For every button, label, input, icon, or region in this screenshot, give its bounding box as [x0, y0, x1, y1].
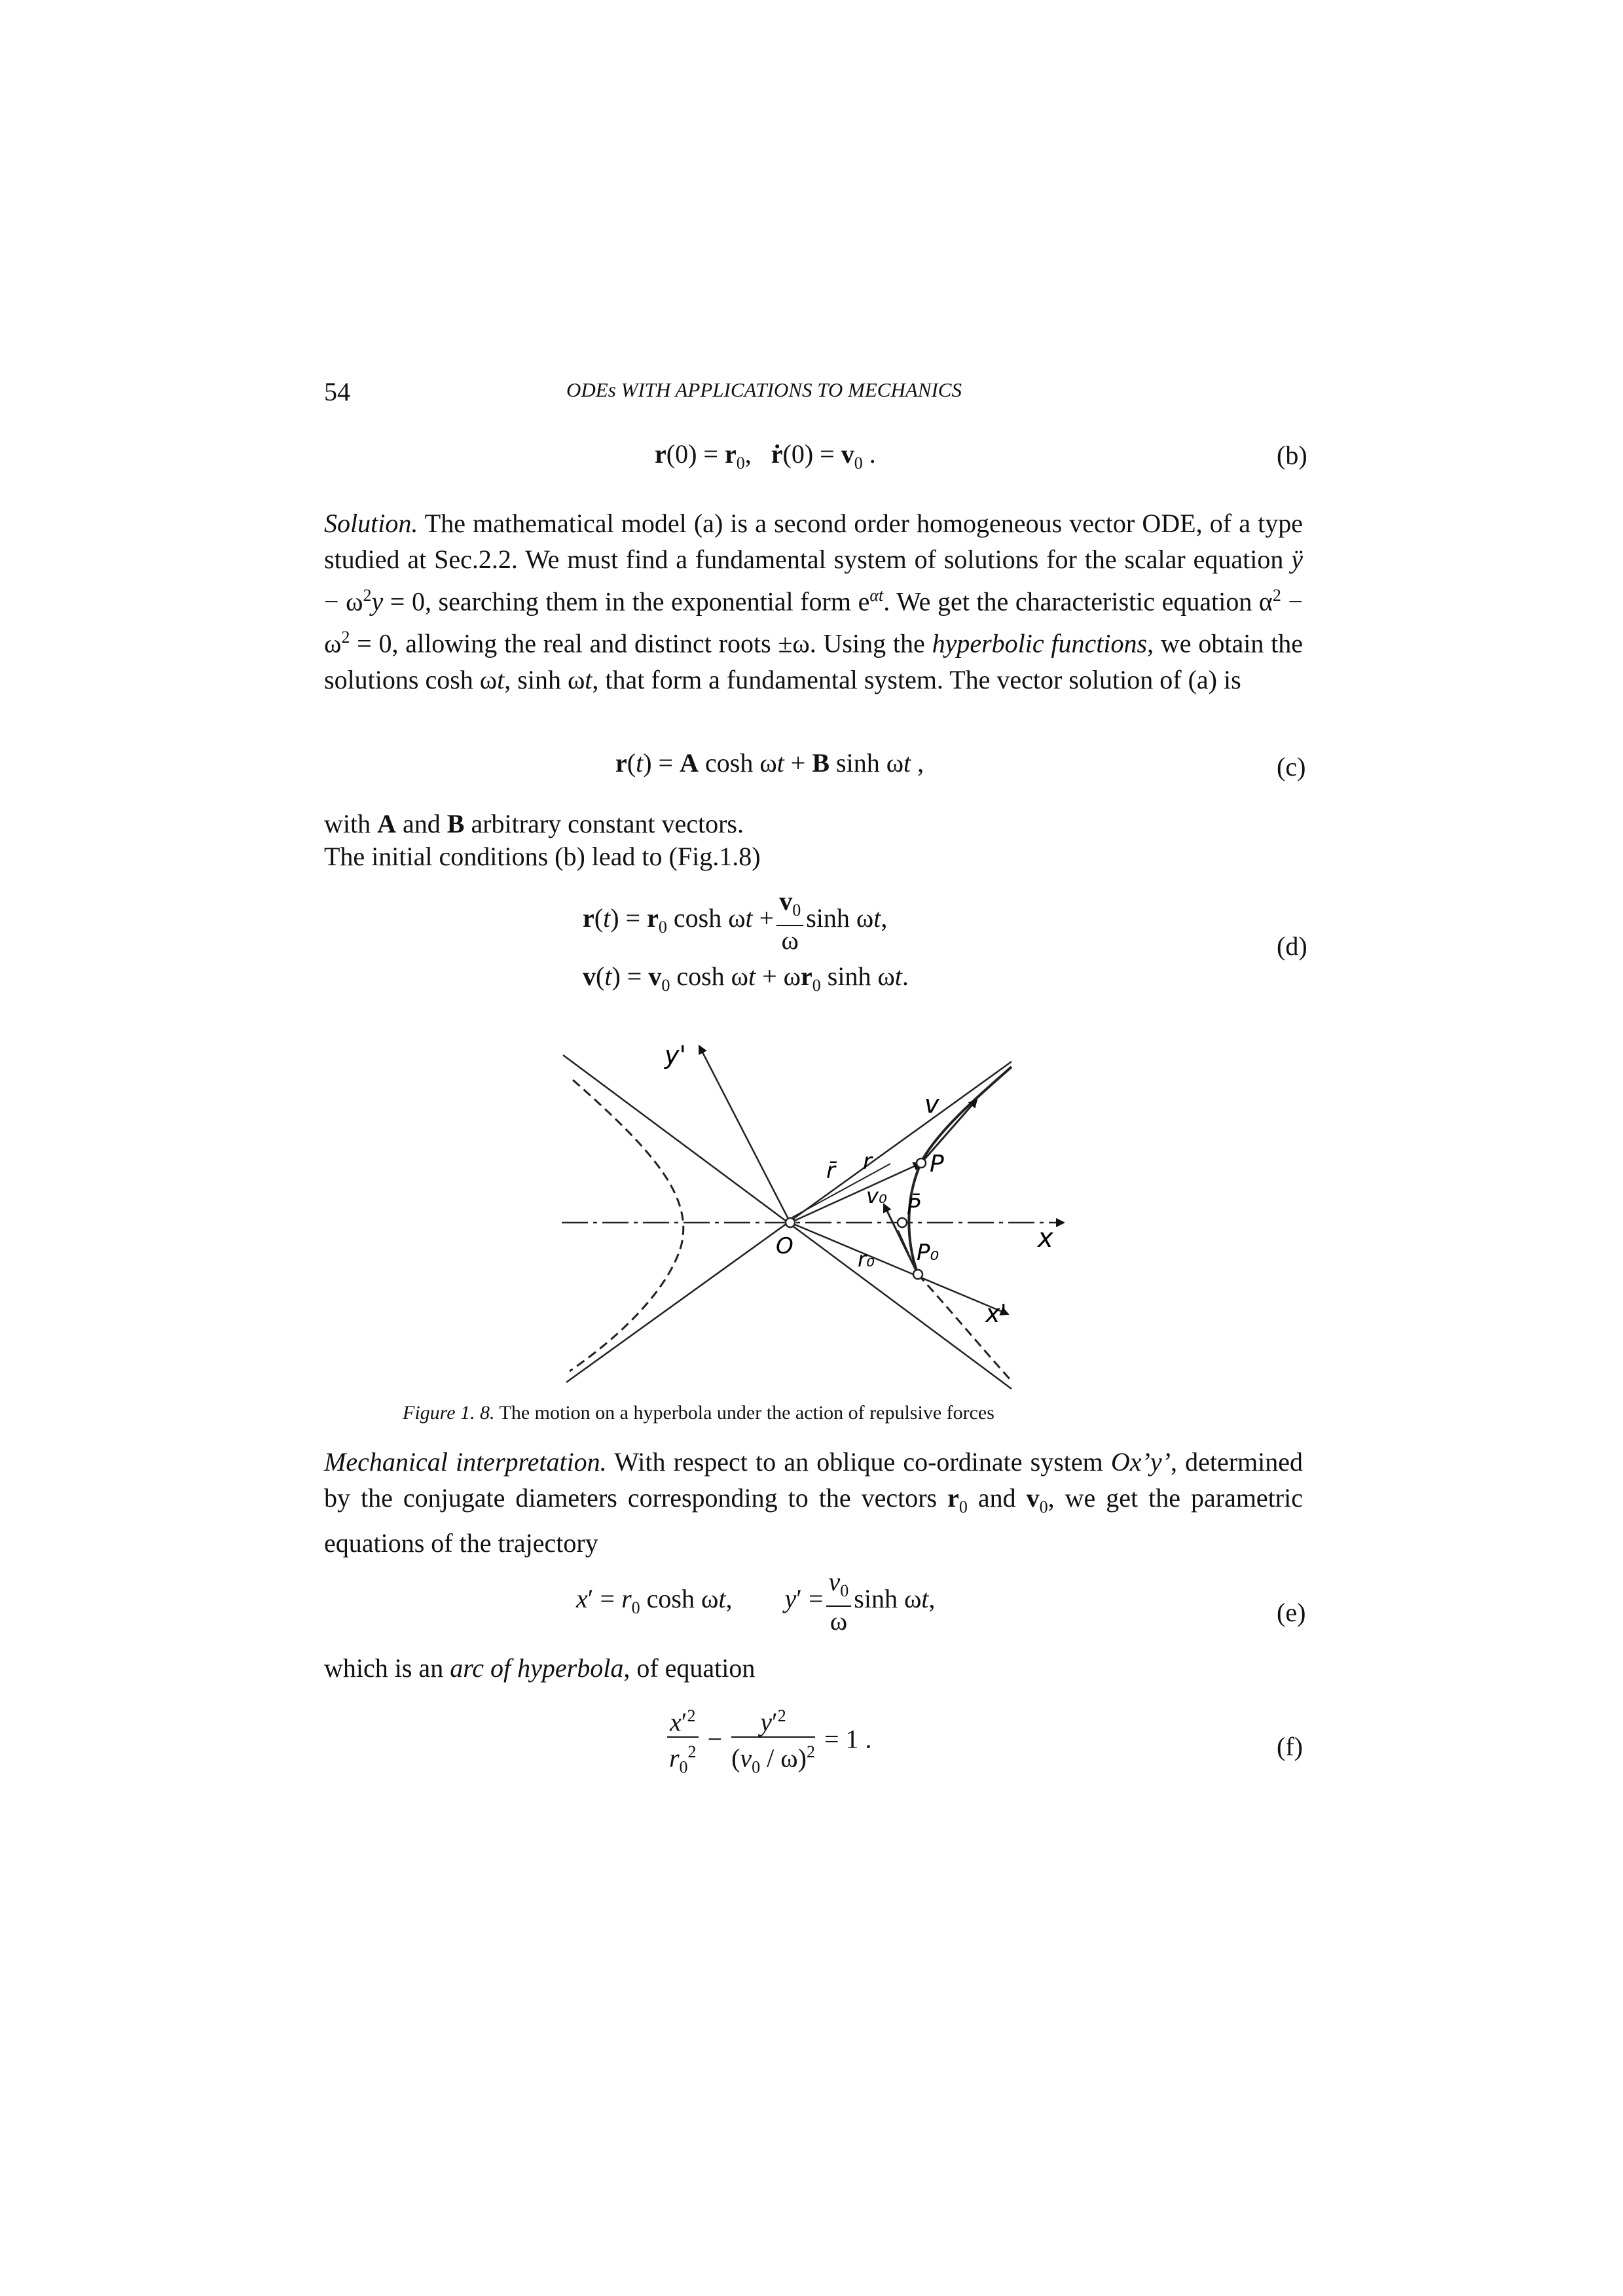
equation-label-b: (b): [1277, 440, 1307, 470]
point-origin: [786, 1218, 795, 1227]
point-p0: [913, 1270, 922, 1279]
solution-lead: Solution.: [324, 509, 418, 538]
equation-c: r(t) = A cosh ωt + B sinh ωt ,: [615, 748, 924, 778]
running-title: ODEs WITH APPLICATIONS TO MECHANICS: [566, 378, 962, 401]
equation-e: $x' = r_0$ cosh ωt, y′ = $\frac{v_0}{\omega}$ sinh ωt,: [576, 1567, 936, 1636]
hyperbola-left-branch: [570, 1080, 684, 1371]
point-p-bar: [898, 1218, 907, 1227]
label-x: x: [1038, 1223, 1053, 1253]
label-v: v: [924, 1090, 939, 1119]
after-e-line: which is an arc of hyperbola, of equation: [324, 1653, 756, 1683]
y-prime-axis: [699, 1046, 790, 1223]
equation-label-c: (c): [1277, 752, 1306, 781]
label-p-bar: P̄: [907, 1194, 921, 1220]
point-p: [917, 1158, 926, 1168]
equation-d-line2: $v(t) = v_0$ $\cosh \omega t + \omega r_0$ sinh ωt.: [583, 961, 909, 995]
after-c-line2: The initial conditions (b) lead to (Fig.1.8): [324, 842, 761, 871]
equation-label-f: (f): [1277, 1732, 1303, 1761]
label-p0: P₀: [917, 1240, 939, 1266]
mechanical-paragraph: Mechanical interpretation. With respect to an oblique co-ordinate system Ox’y’, determined by the conjugate diameters corresponding to the vectors $r_0$ and $v_0$, we get the parametric equations of the trajectory: [324, 1447, 1304, 1558]
label-r0: r₀: [858, 1247, 875, 1272]
equation-f: $\frac{x'^2}{r_0^2}$ − $\frac{y'^2}{(v_0 / \omega)^2}$ = 1 .: [665, 1702, 872, 1782]
equation-d-line1: $r(t) = r_0$ cosh ωt + $\frac{v_0}{\omega}$ sinh ωt,: [583, 886, 888, 955]
label-r-bar: r̄: [826, 1158, 835, 1184]
vector-r: [790, 1163, 921, 1223]
label-y-prime: y': [665, 1041, 686, 1069]
label-v0: v₀: [866, 1183, 887, 1208]
label-r: r: [863, 1149, 872, 1175]
page-number: 54: [324, 377, 350, 406]
label-x-prime: x': [985, 1299, 1007, 1328]
solution-paragraph: Solution. The mathematical model (a) is a second order homogeneous vector ODE, of a type studied at Sec.2.2. We must find a fundamental system of solutions for the scalar equation ÿ − $\omega^2y = 0$, searching them in the exponential form $e^{\alpha t}$. We get the characteristic equation $\alpha^2 - \omega^2 = 0$, allowing the real and distinct roots ±ω. Using the hyperbolic functions, we obtain the solutions cosh ωt, sinh ωt, that form a fundamental system. The vector solution of (a) is: [324, 509, 1304, 694]
mechanical-lead: Mechanical interpretation.: [324, 1447, 607, 1477]
label-p: P: [930, 1151, 944, 1177]
equation-label-d: (d): [1277, 931, 1307, 961]
after-c-line1: with A and B arbitrary constant vectors.: [324, 809, 744, 838]
label-origin: O: [776, 1233, 793, 1259]
figure-caption: Figure 1. 8. The motion on a hyperbola under the action of repulsive forces: [403, 1402, 994, 1424]
equation-label-e: (e): [1277, 1598, 1306, 1627]
equation-b: $r(0) = r_0$, ṙ(0) = $v_0$ .: [655, 439, 876, 473]
chord-p0-pbar: [898, 1230, 918, 1274]
